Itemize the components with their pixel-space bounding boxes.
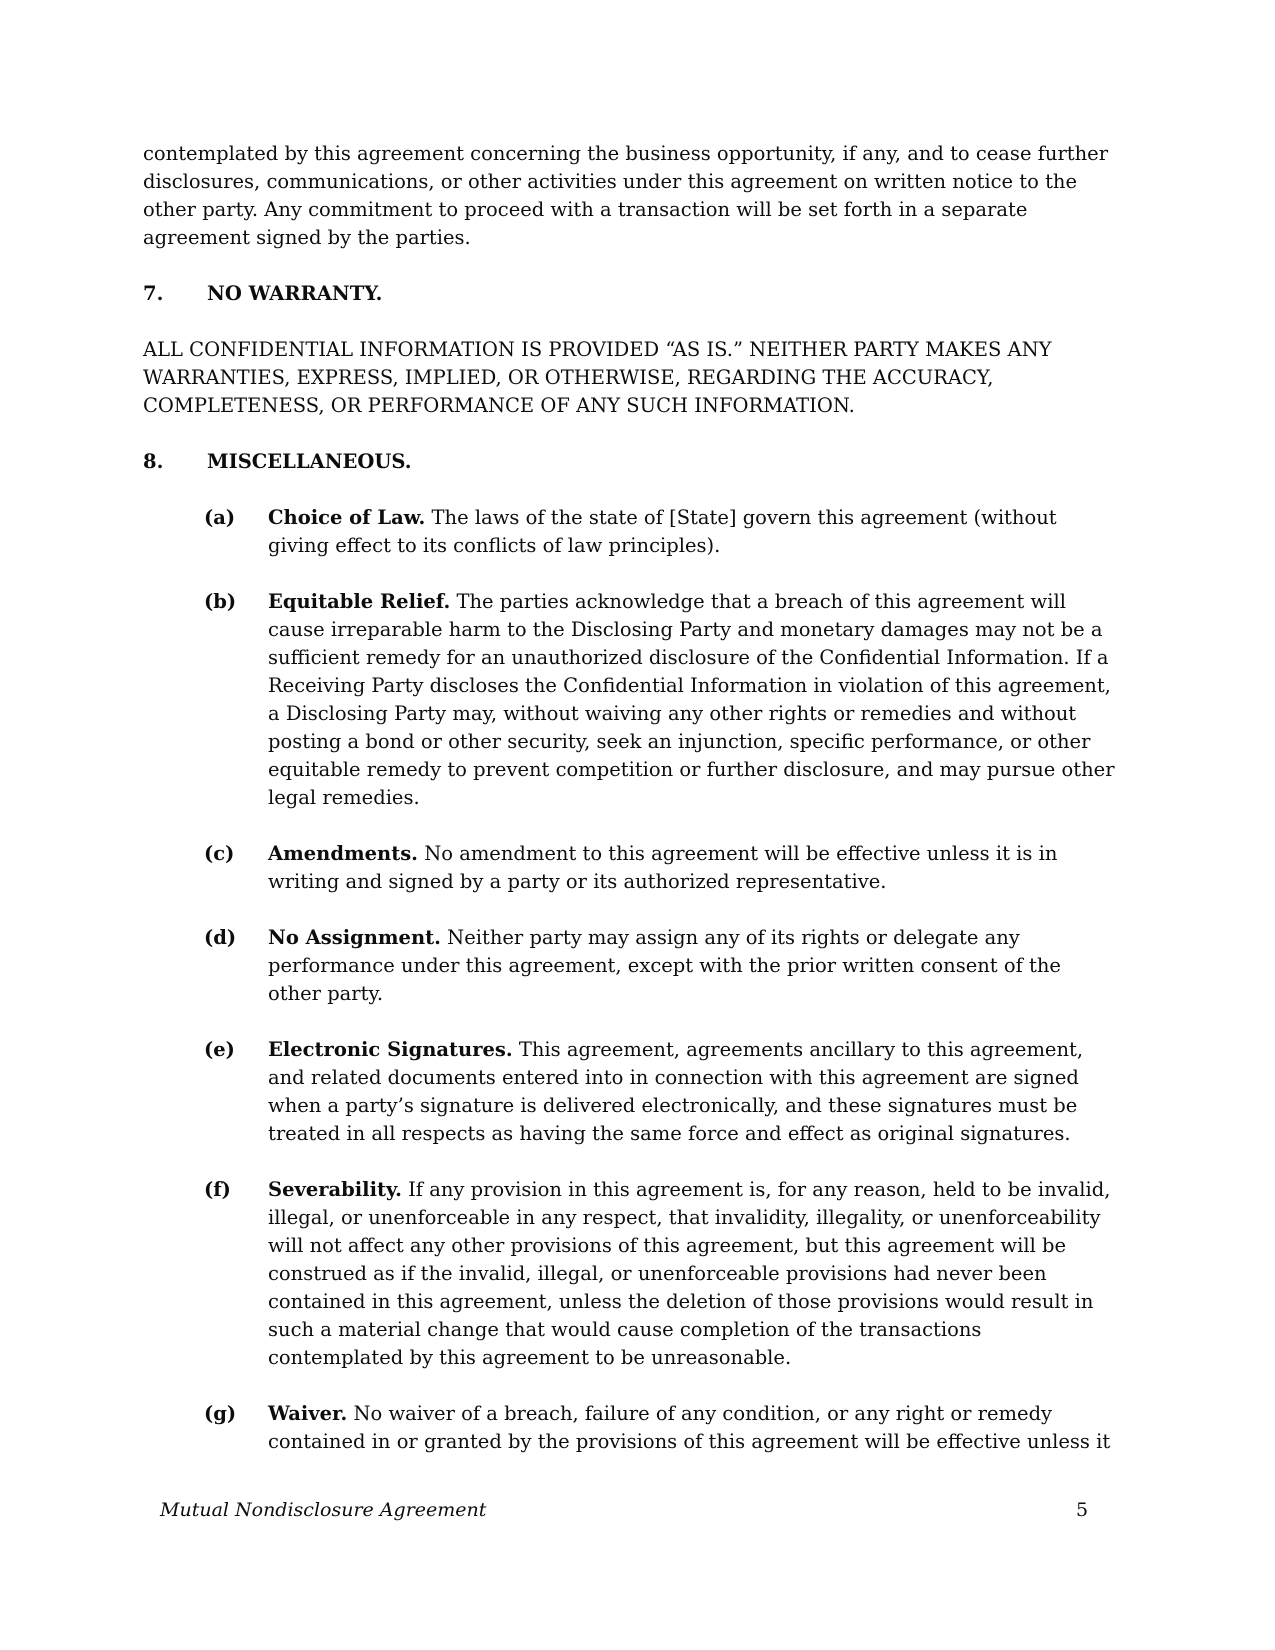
subsection-heading: Waiver.: [268, 1402, 348, 1425]
subsection-heading: Equitable Relief.: [268, 590, 451, 613]
subsection-text: [268, 1400, 1120, 1456]
document-body: [143, 140, 1120, 1456]
section-heading: [143, 448, 1120, 476]
subsection-item: [143, 1036, 1120, 1148]
section-title: NO WARRANTY.: [207, 282, 383, 305]
subsection-item: [143, 504, 1120, 560]
subsection-label: (a): [204, 506, 236, 529]
section-title: MISCELLANEOUS.: [207, 450, 412, 473]
subsection-text: [268, 924, 1120, 1008]
section-number: 7.: [143, 282, 164, 305]
page-footer: [0, 1497, 1275, 1527]
section-heading: [143, 280, 1120, 308]
subsection-heading: Electronic Signatures.: [268, 1038, 513, 1061]
subsection-heading: No Assignment.: [268, 926, 441, 949]
subsection-heading: Amendments.: [268, 842, 418, 865]
subsection-text: [268, 840, 1120, 896]
subsection-label: (g): [204, 1402, 237, 1425]
section-number: 8.: [143, 450, 164, 473]
subsection-item: [143, 1400, 1120, 1456]
subsection-body: The laws of the state of [State] govern this agreement (without giving effect to its conflicts of law principles).: [268, 506, 1057, 557]
subsection-body: The parties acknowledge that a breach of this agreement will cause irreparable harm to the Disclosing Party and monetary damages may not be a sufficient remedy for an unauthorized disclosure of the Confidential Information. If a Receiving Party discloses the Confidential Information in violation of this agreement, a Disclosing Party may, without waiving any other rights or remedies and without posting a bond or other security, seek an injunction, specific performance, or other equitable remedy to prevent competition or further disclosure, and may pursue other legal remedies.: [268, 590, 1115, 809]
continuation-paragraph: contemplated by this agreement concerning the business opportunity, if any, and to cease further disclosures, communications, or other activities under this agreement on written notice to the other party. Any commitment to proceed with a transaction will be set forth in a separate agreement signed by the parties.: [143, 142, 1109, 249]
subsection-body: No amendment to this agreement will be effective unless it is in writing and signed by a party or its authorized representative.: [268, 842, 1058, 893]
subsection-body: This agreement, agreements ancillary to this agreement, and related documents entered into in connection with this agreement are signed when a party’s signature is delivered electronically, and these signatures must be treated in all respects as having the same force and effect as original signatures.: [268, 1038, 1084, 1145]
subsection-label: (e): [204, 1038, 235, 1061]
subsection-label: (c): [204, 842, 235, 865]
subsection-text: [268, 504, 1120, 560]
subsection-label: (b): [204, 590, 237, 613]
footer-document-title: Mutual Nondisclosure Agreement: [160, 1499, 487, 1521]
subsection-text: [268, 1176, 1120, 1372]
subsection-item: [143, 840, 1120, 896]
subsection-text: [268, 588, 1120, 812]
subsection-label: (f): [204, 1178, 231, 1201]
subsection-item: [143, 588, 1120, 812]
subsection-body: If any provision in this agreement is, for any reason, held to be invalid, illegal, or unenforceable in any respect, that invalidity, illegality, or unenforceability will not affect any other provisions of this agreement, but this agreement will be construed as if the invalid, illegal, or unenforceable provisions had never been contained in this agreement, unless the deletion of those provisions would result in such a material change that would cause completion of the transactions contemplated by this agreement to be unreasonable.: [268, 1178, 1111, 1369]
section-body-paragraph: ALL CONFIDENTIAL INFORMATION IS PROVIDED “AS IS.” NEITHER PARTY MAKES ANY WARRANTIES, EXPRESS, IMPLIED, OR OTHERWISE, REGARDING THE ACCURACY, COMPLETENESS, OR PERFORMANCE OF ANY SUCH INFORMATION.: [143, 338, 1052, 417]
subsection-body: No waiver of a breach, failure of any condition, or any right or remedy contained in or granted by the provisions of this agreement will be effective unless it: [268, 1402, 1111, 1453]
subsection-label: (d): [204, 926, 237, 949]
subsection-heading: Choice of Law.: [268, 506, 426, 529]
subsection-item: [143, 924, 1120, 1008]
footer-page-number: 5: [1076, 1499, 1089, 1521]
subsection-item: [143, 1176, 1120, 1372]
subsection-heading: Severability.: [268, 1178, 402, 1201]
subsection-text: [268, 1036, 1120, 1148]
subsection-body: Neither party may assign any of its rights or delegate any performance under this agreement, except with the prior written consent of the other party.: [268, 926, 1061, 1005]
